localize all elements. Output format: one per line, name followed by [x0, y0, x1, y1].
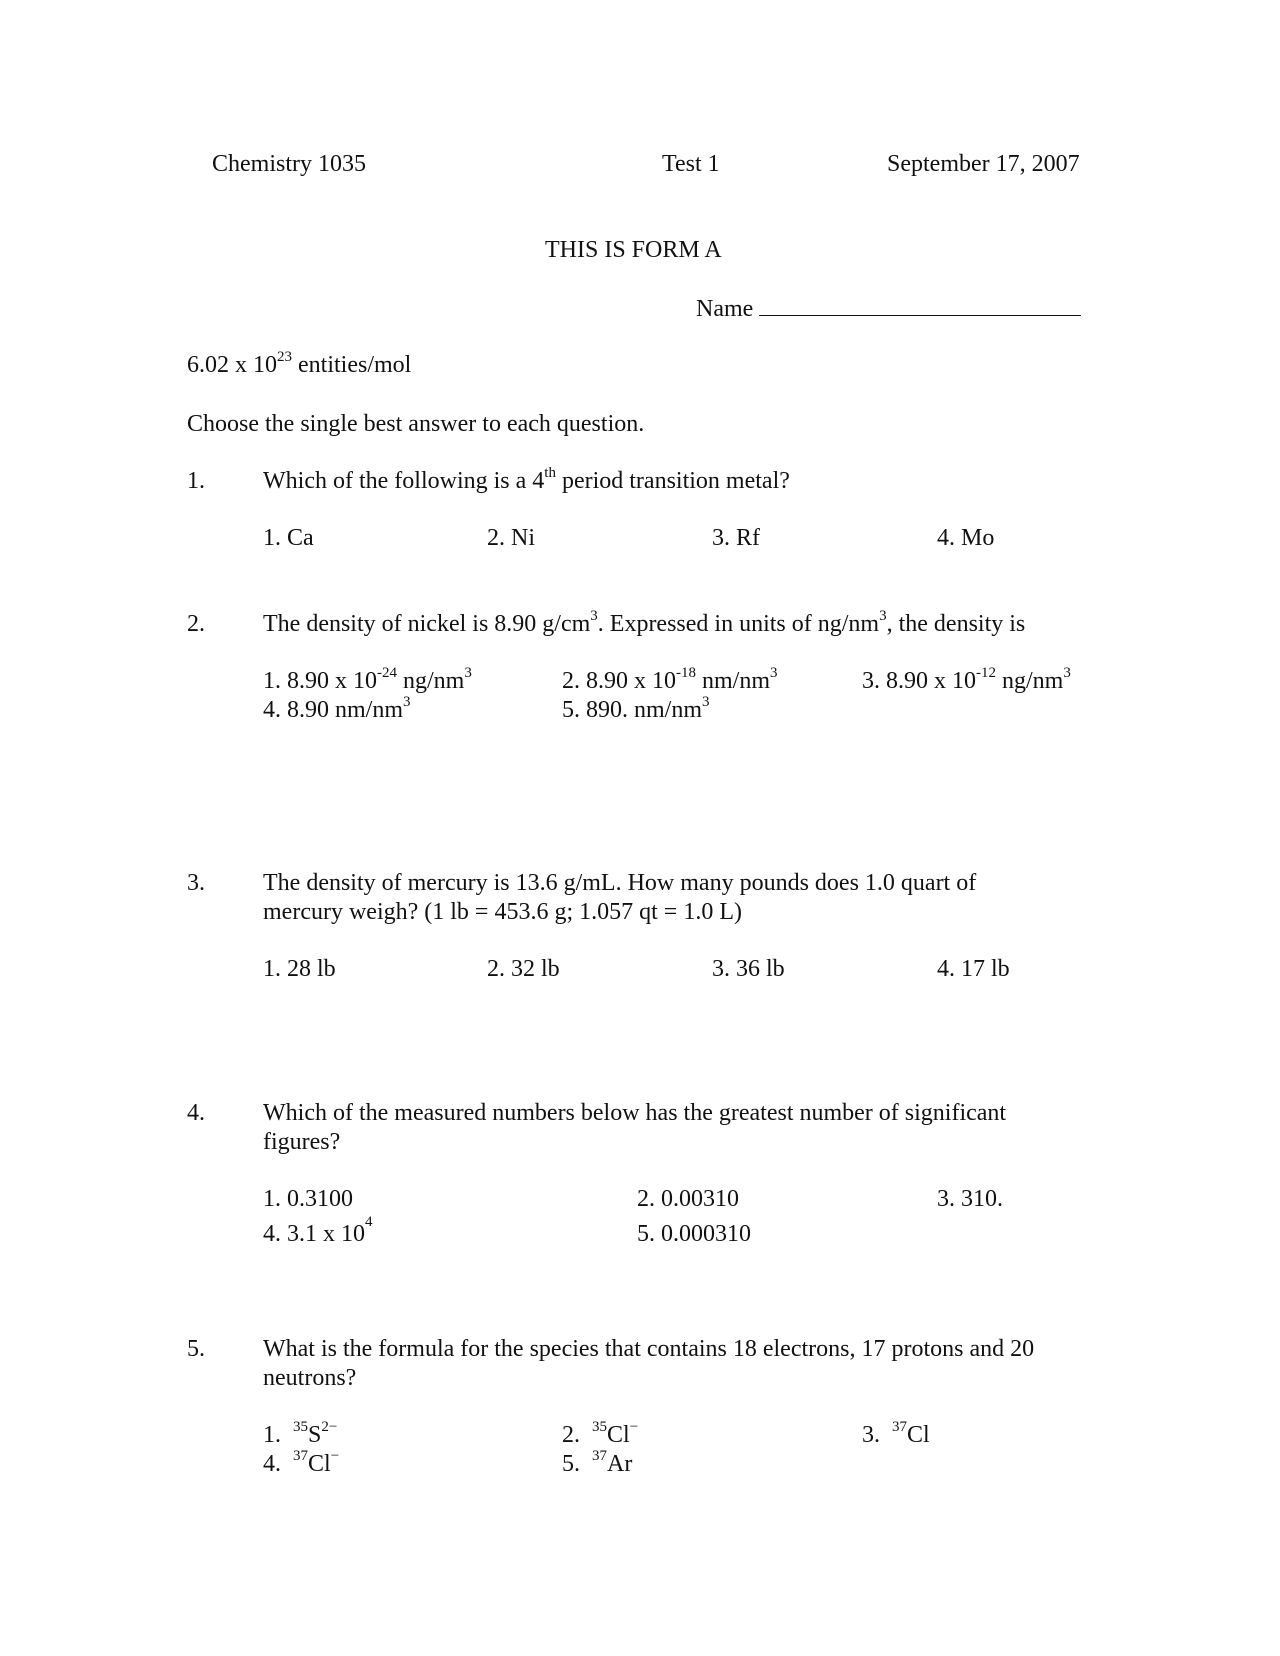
- q3-choice-1[interactable]: 1. 28 lb: [263, 956, 336, 982]
- avogadro-unit: entities/mol: [298, 352, 412, 378]
- q1-choice-1[interactable]: 1. Ca: [263, 525, 314, 551]
- q1-choice-2[interactable]: 2. Ni: [487, 525, 535, 551]
- q5-choice-4[interactable]: [263, 1448, 340, 1477]
- q5-choice-2-charge: −: [629, 1419, 639, 1435]
- q5-choice-2-symbol: Cl: [607, 1422, 630, 1448]
- q2-choice-3-unit: ng/nm: [1002, 668, 1064, 694]
- q2-choice-5-unit-exp: 3: [702, 694, 710, 710]
- q5-choice-2-mass: 35: [592, 1419, 607, 1435]
- q1-choice-4[interactable]: 4. Mo: [937, 525, 995, 551]
- q5-choice-3[interactable]: [862, 1419, 930, 1448]
- q2-choice-1-unit-exp: 3: [464, 665, 472, 681]
- q2-choice-3-unit-exp: 3: [1063, 665, 1071, 681]
- q3-number: 3.: [187, 870, 205, 896]
- q1-text-post: period transition metal?: [561, 468, 790, 494]
- q5-choice-5[interactable]: [562, 1448, 633, 1477]
- q2-choice-2[interactable]: [562, 665, 778, 694]
- q3-choice-3[interactable]: 3. 36 lb: [712, 956, 785, 982]
- q5-choice-5-num: 5.: [562, 1451, 580, 1477]
- q3-choice-4[interactable]: 4. 17 lb: [937, 956, 1010, 982]
- q2-choice-3-value: 3. 8.90 x 10: [862, 668, 976, 694]
- q5-choice-3-num: 3.: [862, 1422, 880, 1448]
- q2-choice-2-value: 2. 8.90 x 10: [562, 668, 676, 694]
- q1-text-pre: Which of the following is a 4: [263, 468, 545, 494]
- q2-choice-1[interactable]: [263, 665, 472, 694]
- q1-text: [263, 465, 790, 494]
- q5-choice-1-mass: 35: [293, 1419, 308, 1435]
- q1-number: 1.: [187, 468, 205, 494]
- q5-choice-3-symbol: Cl: [907, 1422, 930, 1448]
- q2-choice-4[interactable]: [263, 694, 411, 723]
- q5-text-line1: What is the formula for the species that contains 18 electrons, 17 protons and 20: [263, 1336, 1035, 1362]
- q4-number: 4.: [187, 1100, 205, 1126]
- q2-number: 2.: [187, 611, 205, 637]
- q2-text-a: The density of nickel is 8.90 g/cm: [263, 611, 591, 637]
- q2-choice-2-unit: nm/nm: [702, 668, 771, 694]
- q2-choice-5-value: 5. 890. nm/nm: [562, 697, 703, 723]
- q3-text-line2: mercury weigh? (1 lb = 453.6 g; 1.057 qt = 1.0 L): [263, 899, 742, 925]
- q4-text-line1: Which of the measured numbers below has the greatest number of significant: [263, 1100, 1007, 1126]
- q2-choice-2-exp: -18: [676, 665, 696, 681]
- q2-text-a-sup: 3: [590, 608, 598, 624]
- q1-choice-3[interactable]: 3. Rf: [712, 525, 760, 551]
- q5-choice-2-num: 2.: [562, 1422, 580, 1448]
- q4-choice-5[interactable]: 5. 0.000310: [637, 1221, 751, 1247]
- q5-choice-3-mass: 37: [892, 1419, 907, 1435]
- avogadro-mantissa: 6.02 x 10: [187, 352, 277, 378]
- q5-choice-4-symbol: Cl: [308, 1451, 331, 1477]
- q5-choice-2[interactable]: [562, 1419, 639, 1448]
- q5-choice-1-charge: 2−: [321, 1419, 338, 1435]
- q5-text-line2: neutrons?: [263, 1365, 357, 1391]
- q2-text-b-sup: 3: [879, 608, 887, 624]
- q5-choice-4-charge: −: [330, 1448, 340, 1464]
- avogadro-constant: [187, 349, 412, 378]
- name-label: Name: [696, 296, 754, 322]
- instructions: Choose the single best answer to each question.: [187, 411, 645, 437]
- q4-choice-4-exp: 4: [365, 1214, 373, 1230]
- q5-choice-1[interactable]: [263, 1419, 338, 1448]
- test-title: Test 1: [662, 151, 720, 177]
- q2-choice-2-unit-exp: 3: [770, 665, 778, 681]
- form-label: THIS IS FORM A: [545, 237, 722, 263]
- name-blank-line: [759, 295, 1081, 316]
- q4-choice-2[interactable]: 2. 0.00310: [637, 1186, 739, 1212]
- q5-choice-4-num: 4.: [263, 1451, 281, 1477]
- q4-choice-1[interactable]: 1. 0.3100: [263, 1186, 353, 1212]
- q2-choice-4-unit-exp: 3: [403, 694, 411, 710]
- q3-text-line1: The density of mercury is 13.6 g/mL. How many pounds does 1.0 quart of: [263, 870, 977, 896]
- q2-choice-4-value: 4. 8.90 nm/nm: [263, 697, 404, 723]
- q5-number: 5.: [187, 1336, 205, 1362]
- avogadro-exponent: 23: [277, 349, 292, 365]
- q2-choice-3-exp: -12: [976, 665, 996, 681]
- q5-choice-4-mass: 37: [293, 1448, 308, 1464]
- q2-choice-1-unit: ng/nm: [403, 668, 465, 694]
- q5-choice-1-num: 1.: [263, 1422, 281, 1448]
- name-field[interactable]: [696, 295, 1081, 321]
- test-date: September 17, 2007: [887, 151, 1080, 177]
- q5-choice-5-mass: 37: [592, 1448, 607, 1464]
- q2-text: [263, 608, 1026, 637]
- q2-choice-5[interactable]: [562, 694, 710, 723]
- q5-choice-5-symbol: Ar: [607, 1451, 633, 1477]
- course-title: Chemistry 1035: [212, 151, 366, 177]
- q4-text-line2: figures?: [263, 1129, 341, 1155]
- q4-choice-3[interactable]: 3. 310.: [937, 1186, 1003, 1212]
- q1-text-sup: th: [544, 465, 556, 481]
- q2-text-b: . Expressed in units of ng/nm: [597, 611, 880, 637]
- q2-choice-1-exp: -24: [377, 665, 397, 681]
- q2-text-c: , the density is: [886, 611, 1026, 637]
- q2-choice-3[interactable]: [862, 665, 1071, 694]
- q5-choice-1-symbol: S: [308, 1422, 322, 1448]
- q3-choice-2[interactable]: 2. 32 lb: [487, 956, 560, 982]
- q2-choice-1-value: 1. 8.90 x 10: [263, 668, 377, 694]
- q4-choice-4-value: 4. 3.1 x 10: [263, 1221, 365, 1247]
- q4-choice-4[interactable]: [263, 1214, 373, 1247]
